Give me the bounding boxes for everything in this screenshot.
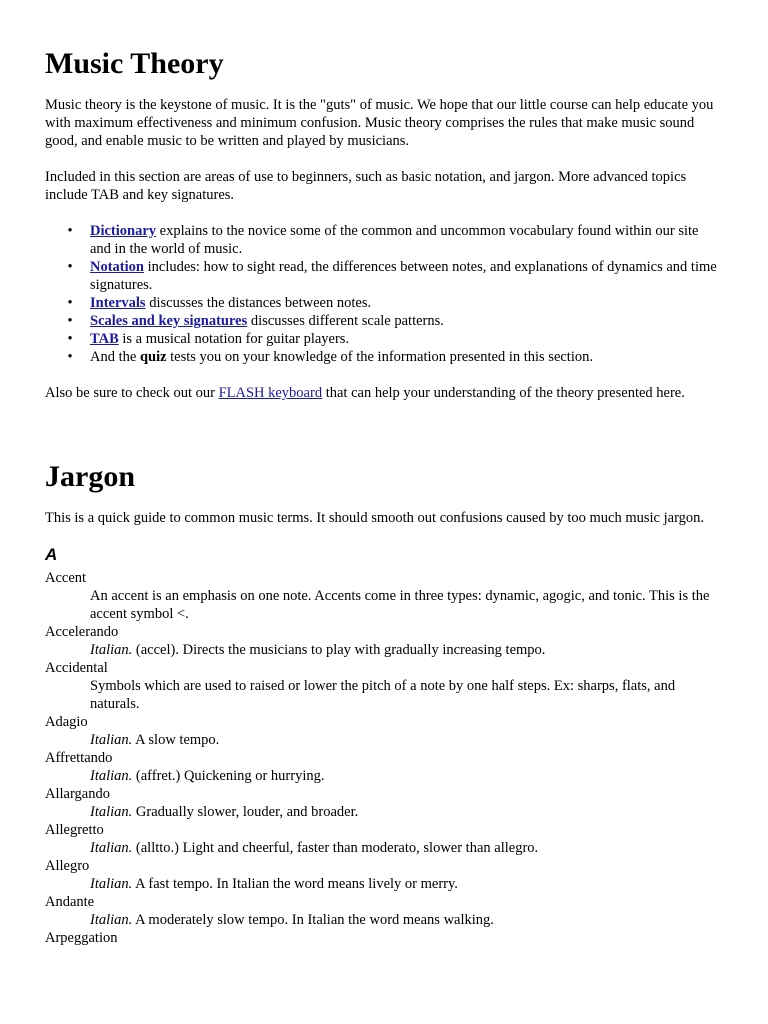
glossary-definition: Italian. A moderately slow tempo. In Italian the word means walking. [90, 912, 494, 928]
glossary-list [45, 569, 723, 947]
scales-key-signatures-link[interactable]: Scales and key signatures [90, 313, 248, 329]
glossary-term: Affrettando [45, 750, 113, 766]
flash-text-before: Also be sure to check out our [45, 385, 219, 401]
bullet-icon: • [67, 223, 73, 239]
glossary-term: Accelerando [45, 624, 119, 640]
jargon-intro-paragraph: This is a quick guide to common music terms. It should smooth out confusions caused by too much music jargon. [45, 510, 705, 526]
intervals-link[interactable]: Intervals [90, 295, 146, 311]
bullet-icon: • [67, 349, 73, 365]
topic-description: discusses the distances between notes. [145, 295, 372, 311]
dictionary-link[interactable]: Dictionary [90, 223, 157, 239]
topic-item-intervals [67, 294, 723, 312]
topic-item-notation [67, 258, 723, 294]
jargon-heading: Jargon [45, 460, 135, 493]
glossary-definition: Italian. Gradually slower, louder, and broader. [90, 804, 359, 820]
glossary-term: Arpeggation [45, 930, 118, 946]
theory-intro-paragraph: Music theory is the keystone of music. It is the "guts" of music. We hope that our little course can help educate you with maximum effectiveness and minimum confusion. Music theory comprises the rules that make music sound good, and enable music to be written and played by musicians. [45, 97, 714, 149]
glossary-definition: Italian. A slow tempo. [90, 732, 220, 748]
flash-text-after: that can help your understanding of the theory presented here. [322, 385, 685, 401]
glossary-term: Adagio [45, 714, 88, 730]
glossary-definition: Symbols which are used to raised or lower the pitch of a note by one half steps. Ex: sharps, flats, and naturals. [90, 678, 676, 712]
music-theory-heading: Music Theory [45, 47, 224, 80]
glossary-definition: Italian. (alltto.) Light and cheerful, faster than moderato, slower than allegro. [90, 840, 539, 856]
theory-included-paragraph: Included in this section are areas of use to beginners, such as basic notation, and jargon. More advanced topics include TAB and key signatures. [45, 169, 687, 203]
topic-item-dictionary [67, 222, 723, 258]
tab-link[interactable]: TAB [90, 331, 119, 347]
glossary-term: Andante [45, 894, 95, 910]
topics-list [45, 222, 723, 366]
topic-description: discusses different scale patterns. [247, 313, 444, 329]
flash-keyboard-paragraph [45, 384, 723, 402]
topic-item-scales [67, 312, 723, 330]
topic-prefix: And the [90, 349, 140, 365]
glossary-term: Allargando [45, 786, 110, 802]
topic-description: is a musical notation for guitar players. [118, 331, 350, 347]
glossary-definition: Italian. (affret.) Quickening or hurrying. [90, 768, 325, 784]
flash-keyboard-link[interactable]: FLASH keyboard [218, 385, 323, 401]
bullet-icon: • [67, 331, 73, 347]
topic-item-quiz [67, 348, 723, 366]
letter-heading-a: A [45, 545, 58, 564]
topic-description: includes: how to sight read, the differences between notes, and explanations of dynamics and time signatures. [90, 259, 717, 293]
topic-description: explains to the novice some of the common and uncommon vocabulary found within our site and in the world of music. [90, 223, 699, 257]
glossary-definition: Italian. (accel). Directs the musicians to play with gradually increasing tempo. [90, 642, 546, 658]
glossary-term: Accent [45, 570, 87, 586]
glossary-definition: Italian. A fast tempo. In Italian the word means lively or merry. [90, 876, 458, 892]
bullet-icon: • [67, 295, 73, 311]
glossary-term: Accidental [45, 660, 108, 676]
quiz-label: quiz [139, 349, 167, 365]
bullet-icon: • [67, 313, 73, 329]
bullet-icon: • [67, 259, 73, 275]
glossary-term: Allegretto [45, 822, 104, 838]
topic-description: tests you on your knowledge of the information presented in this section. [166, 349, 593, 365]
notation-link[interactable]: Notation [90, 259, 144, 275]
glossary-definition: An accent is an emphasis on one note. Accents come in three types: dynamic, agogic, and tonic. This is the accent symbol <. [90, 588, 710, 622]
glossary-term: Allegro [45, 858, 90, 874]
topic-item-tab [67, 330, 723, 348]
